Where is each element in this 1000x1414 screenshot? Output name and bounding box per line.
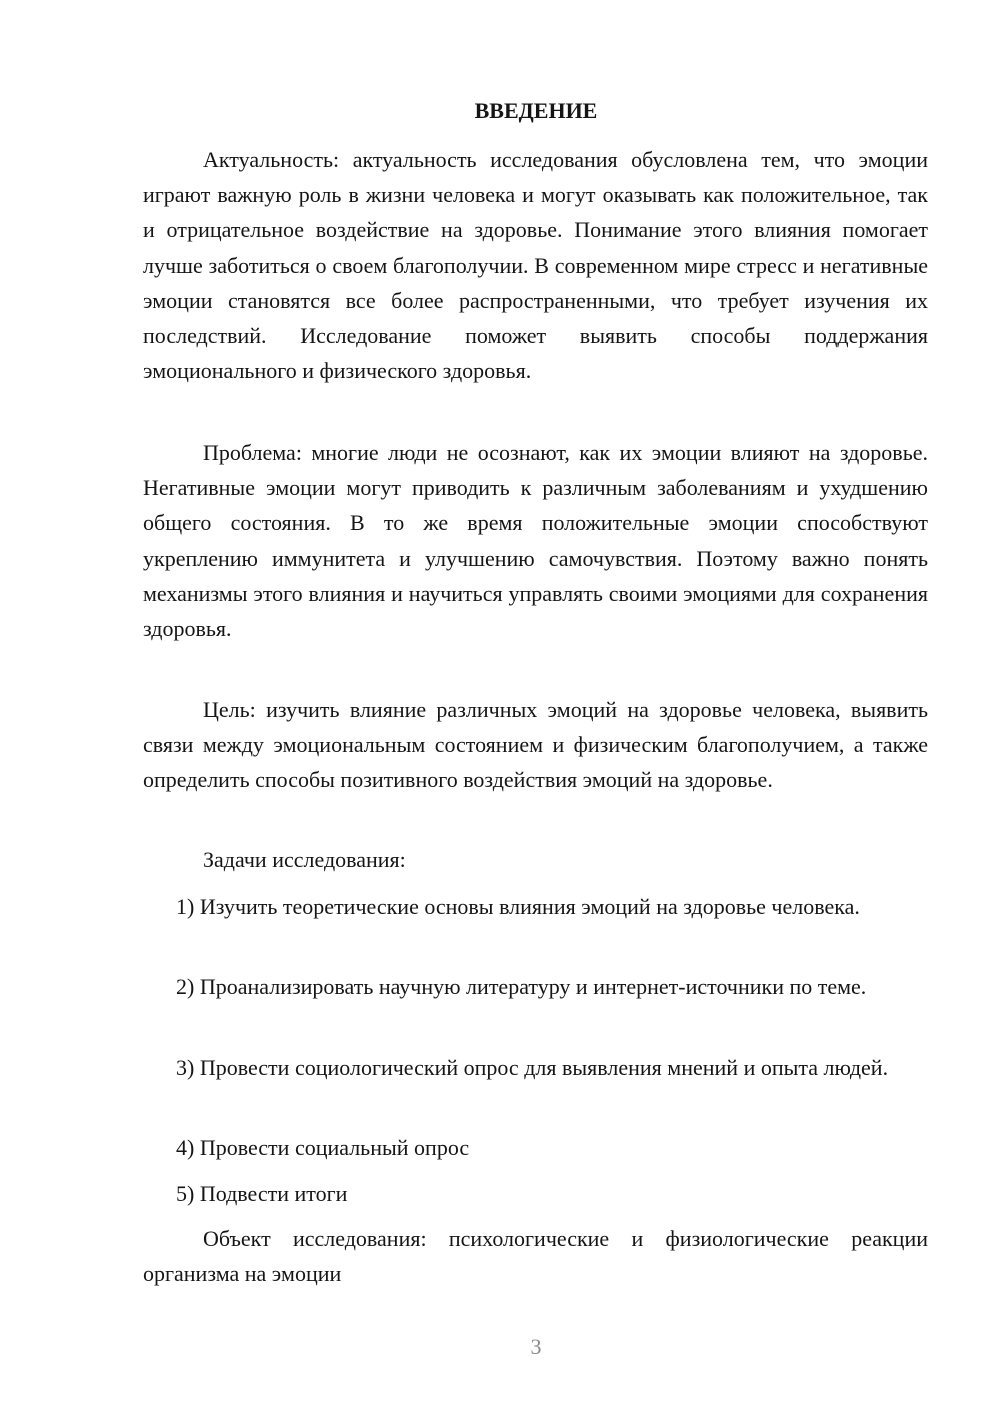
task-item: 1) Изучить теоретические основы влияния эмоций на здоровье человека.	[176, 894, 860, 919]
paragraph-object: Объект исследования: психологические и физиологические реакции организма на эмоции	[143, 1226, 928, 1287]
task-item: 3) Провести социологический опрос для выявления мнений и опыта людей.	[176, 1055, 889, 1080]
paragraph-goal: Цель: изучить влияние различных эмоций на здоровье человека, выявить связи между эмоциональным состоянием и физическим благополучием, а также определить способы позитивного воздействия эмоций на здоровье.	[143, 697, 928, 793]
paragraph-problem: Проблема: многие люди не осознают, как их эмоции влияют на здоровье. Негативные эмоции могут приводить к различным заболеваниям и ухудшению общего состояния. В то же время положительные эмоции способствуют укреплению иммунитета и улучшению самочувствия. Поэтому важно понять механизмы этого влияния и научиться управлять своими эмоциями для сохранения здоровья.	[143, 440, 928, 642]
tasks-heading: Задачи исследования:	[203, 847, 406, 872]
task-item: 5) Подвести итоги	[176, 1181, 348, 1206]
task-item: 2) Проанализировать научную литературу и интернет-источники по теме.	[176, 974, 867, 999]
page-number: 3	[530, 1334, 542, 1359]
section-heading: ВВЕДЕНИЕ	[474, 98, 598, 123]
task-item: 4) Провести социальный опрос	[176, 1135, 470, 1160]
paragraph-relevance: Актуальность: актуальность исследования обусловлена тем, что эмоции играют важную роль в жизни человека и могут оказывать как положительное, так и отрицательное воздействие на здоровье. Понимание этого влияния помогает лучше заботиться о своем благополучии. В современном мире стресс и негативные эмоции становятся все более распространенными, что требует изучения их последствий. Исследование поможет выявить способы поддержания эмоционального и физического здоровья.	[143, 147, 928, 384]
